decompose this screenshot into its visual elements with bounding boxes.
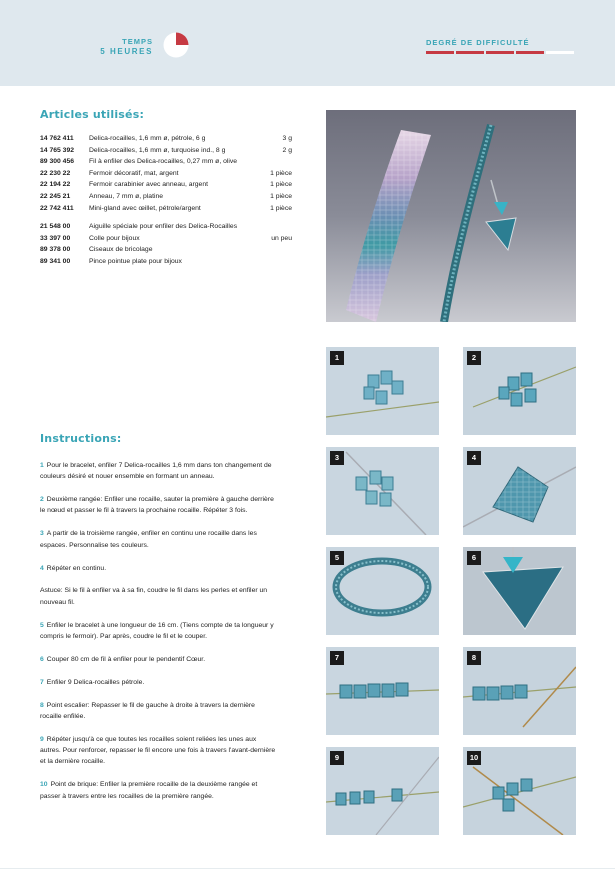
step-number: 9 <box>330 751 344 765</box>
instruction-step <box>40 734 278 768</box>
instruction-step <box>40 620 278 643</box>
article-desc: Delica-rocailles, 1,6 mm ø, pétrole, 6 g <box>89 135 206 142</box>
step-number: 2 <box>40 496 44 504</box>
article-code: 89 300 456 <box>40 158 75 166</box>
step-text: Couper 80 cm de fil à enfiler pour le pendentif Cœur. <box>46 655 206 663</box>
article-code: 33 397 00 <box>40 234 71 242</box>
step-number: 3 <box>330 451 344 465</box>
step-number: 1 <box>330 351 344 365</box>
step-photo-10 <box>463 747 576 835</box>
step-number: 4 <box>467 451 481 465</box>
step-photo-4 <box>463 447 576 535</box>
article-desc: Fil à enfiler des Delica-rocailles, 0,27 mm ø, olive <box>89 158 238 166</box>
step-number: 7 <box>330 651 344 665</box>
article-code: 22 230 22 <box>40 169 71 177</box>
step-photo-7 <box>326 647 439 735</box>
step-number: 3 <box>40 530 44 538</box>
step-number: 8 <box>467 651 481 665</box>
article-code: 89 341 00 <box>40 257 71 265</box>
article-code: 22 194 22 <box>40 181 71 189</box>
bottom-rule <box>0 868 615 869</box>
difficulty-bar <box>486 51 514 54</box>
article-qty: 2 g <box>282 146 292 154</box>
article-desc: Ciseaux de bricolage <box>89 246 153 254</box>
articles-title: Articles utilisés: <box>40 108 145 121</box>
step-number: 5 <box>40 621 44 629</box>
instruction-step <box>40 528 278 551</box>
instruction-step <box>40 460 278 483</box>
instruction-step <box>40 779 278 802</box>
step-number: 6 <box>40 655 44 663</box>
step-number: 2 <box>467 351 481 365</box>
article-qty: 1 pièce <box>270 204 292 212</box>
article-qty <box>262 156 292 168</box>
step-photo-5 <box>326 547 439 635</box>
article-qty <box>262 244 292 256</box>
time-label: TEMPS <box>122 37 153 46</box>
article-desc: Mini-gland avec œillet, pétrole/argent <box>89 204 201 212</box>
article-qty <box>262 221 292 233</box>
article-qty: 3 g <box>282 135 292 142</box>
instructions-title: Instructions: <box>40 432 122 445</box>
article-row <box>40 233 292 245</box>
step-text: Enfiler 9 Delica-rocailles pétrole. <box>46 678 145 686</box>
step-number: 10 <box>40 781 48 789</box>
step-text: Astuce: Si le fil à enfiler va à sa fin, coudre le fil dans les perles et enfiler un nouveau fil. <box>40 587 268 606</box>
article-row <box>40 203 292 215</box>
step-photo-3 <box>326 447 439 535</box>
clock-icon <box>163 32 189 58</box>
article-desc: Anneau, 7 mm ø, platine <box>89 192 164 200</box>
article-row <box>40 244 292 256</box>
step-photo-1 <box>326 347 439 435</box>
step-photo-8 <box>463 647 576 735</box>
step-number: 10 <box>467 751 481 765</box>
article-code: 22 742 411 <box>40 204 74 212</box>
article-code: 21 548 00 <box>40 223 71 231</box>
instruction-step <box>40 700 278 723</box>
instruction-step <box>40 585 278 608</box>
step-text: Point escalier: Repasser le fil de gauche à droite à travers la dernière rocaille enfilée. <box>40 701 255 720</box>
article-qty: 1 pièce <box>270 181 292 189</box>
step-text: Point de brique: Enfiler la première rocaille de la deuxième rangée et passer à travers entre les rocailles de la première rangée. <box>40 781 258 800</box>
step-photo-6 <box>463 547 576 635</box>
step-number: 4 <box>40 564 44 572</box>
article-desc: Pince pointue plate pour bijoux <box>89 257 182 265</box>
article-qty: un peu <box>271 234 292 242</box>
instructions-list <box>40 460 278 813</box>
step-number: 1 <box>40 462 44 469</box>
header-band <box>0 0 615 86</box>
instruction-step <box>40 563 278 574</box>
time-value: 5 HEURES <box>100 47 153 56</box>
instruction-step <box>40 654 278 665</box>
article-row <box>40 156 292 168</box>
articles-list <box>40 133 292 268</box>
instruction-step <box>40 677 278 688</box>
difficulty-label: DEGRÉ DE DIFFICULTÉ <box>426 38 530 47</box>
article-row <box>40 145 292 157</box>
article-qty <box>262 256 292 268</box>
step-number: 8 <box>40 701 44 709</box>
article-row <box>40 221 292 233</box>
article-code: 22 245 21 <box>40 192 71 200</box>
article-code: 14 762 411 <box>40 135 74 142</box>
step-photo-9 <box>326 747 439 835</box>
article-row <box>40 256 292 268</box>
step-text: Pour le bracelet, enfiler 7 Delica-rocailles 1,6 mm dans ton changement de couleurs désiré et nouer ensemble en formant un anneau. <box>40 462 272 481</box>
difficulty-bars <box>426 51 574 54</box>
article-qty: 1 pièce <box>270 192 292 200</box>
article-desc: Colle pour bijoux <box>89 234 140 242</box>
step-number: 5 <box>330 551 344 565</box>
step-photo-2 <box>463 347 576 435</box>
difficulty-bar <box>516 51 544 54</box>
article-qty: 1 pièce <box>270 169 292 177</box>
article-row <box>40 133 292 145</box>
article-desc: Fermoir carabinier avec anneau, argent <box>89 181 209 189</box>
difficulty-bar <box>456 51 484 54</box>
article-code: 14 765 392 <box>40 146 75 154</box>
clock-slice <box>176 33 189 46</box>
article-desc: Fermoir décoratif, mat, argent <box>89 169 179 177</box>
article-desc: Delica-rocailles, 1,6 mm ø, turquoise ind., 8 g <box>89 146 226 154</box>
instruction-step <box>40 494 278 517</box>
difficulty-bar <box>426 51 454 54</box>
step-number: 6 <box>467 551 481 565</box>
article-row <box>40 168 292 180</box>
main-photo <box>326 110 576 322</box>
step-text: Répéter jusqu'à ce que toutes les rocailles soient reliées les unes aux autres. Pour renforcer, repasser le fil encore une fois à travers l'avant-dernière et la dernière rocaille. <box>40 735 276 766</box>
difficulty-bar <box>546 51 574 54</box>
step-text: Répéter en continu. <box>46 564 107 572</box>
step-number: 7 <box>40 678 44 686</box>
step-text: Enfiler le bracelet à une longueur de 16 cm. (Tiens compte de ta longueur y compris le fermoir). Par après, coudre le fil et le couper. <box>40 621 274 640</box>
step-number: 9 <box>40 735 44 743</box>
article-row <box>40 179 292 191</box>
article-desc: Aiguille spéciale pour enfiler des Delica-Rocailles <box>89 223 238 231</box>
step-text: Deuxième rangée: Enfiler une rocaille, sauter la première à gauche derrière le nœud et passer le fil à travers la prochaine rocaille. Répéter 3 fois. <box>40 496 274 515</box>
step-text: A partir de la troisième rangée, enfiler en continu une rocaille dans les espaces. Personnalise tes couleurs. <box>40 530 257 549</box>
article-row <box>40 191 292 203</box>
article-code: 89 378 00 <box>40 246 71 254</box>
